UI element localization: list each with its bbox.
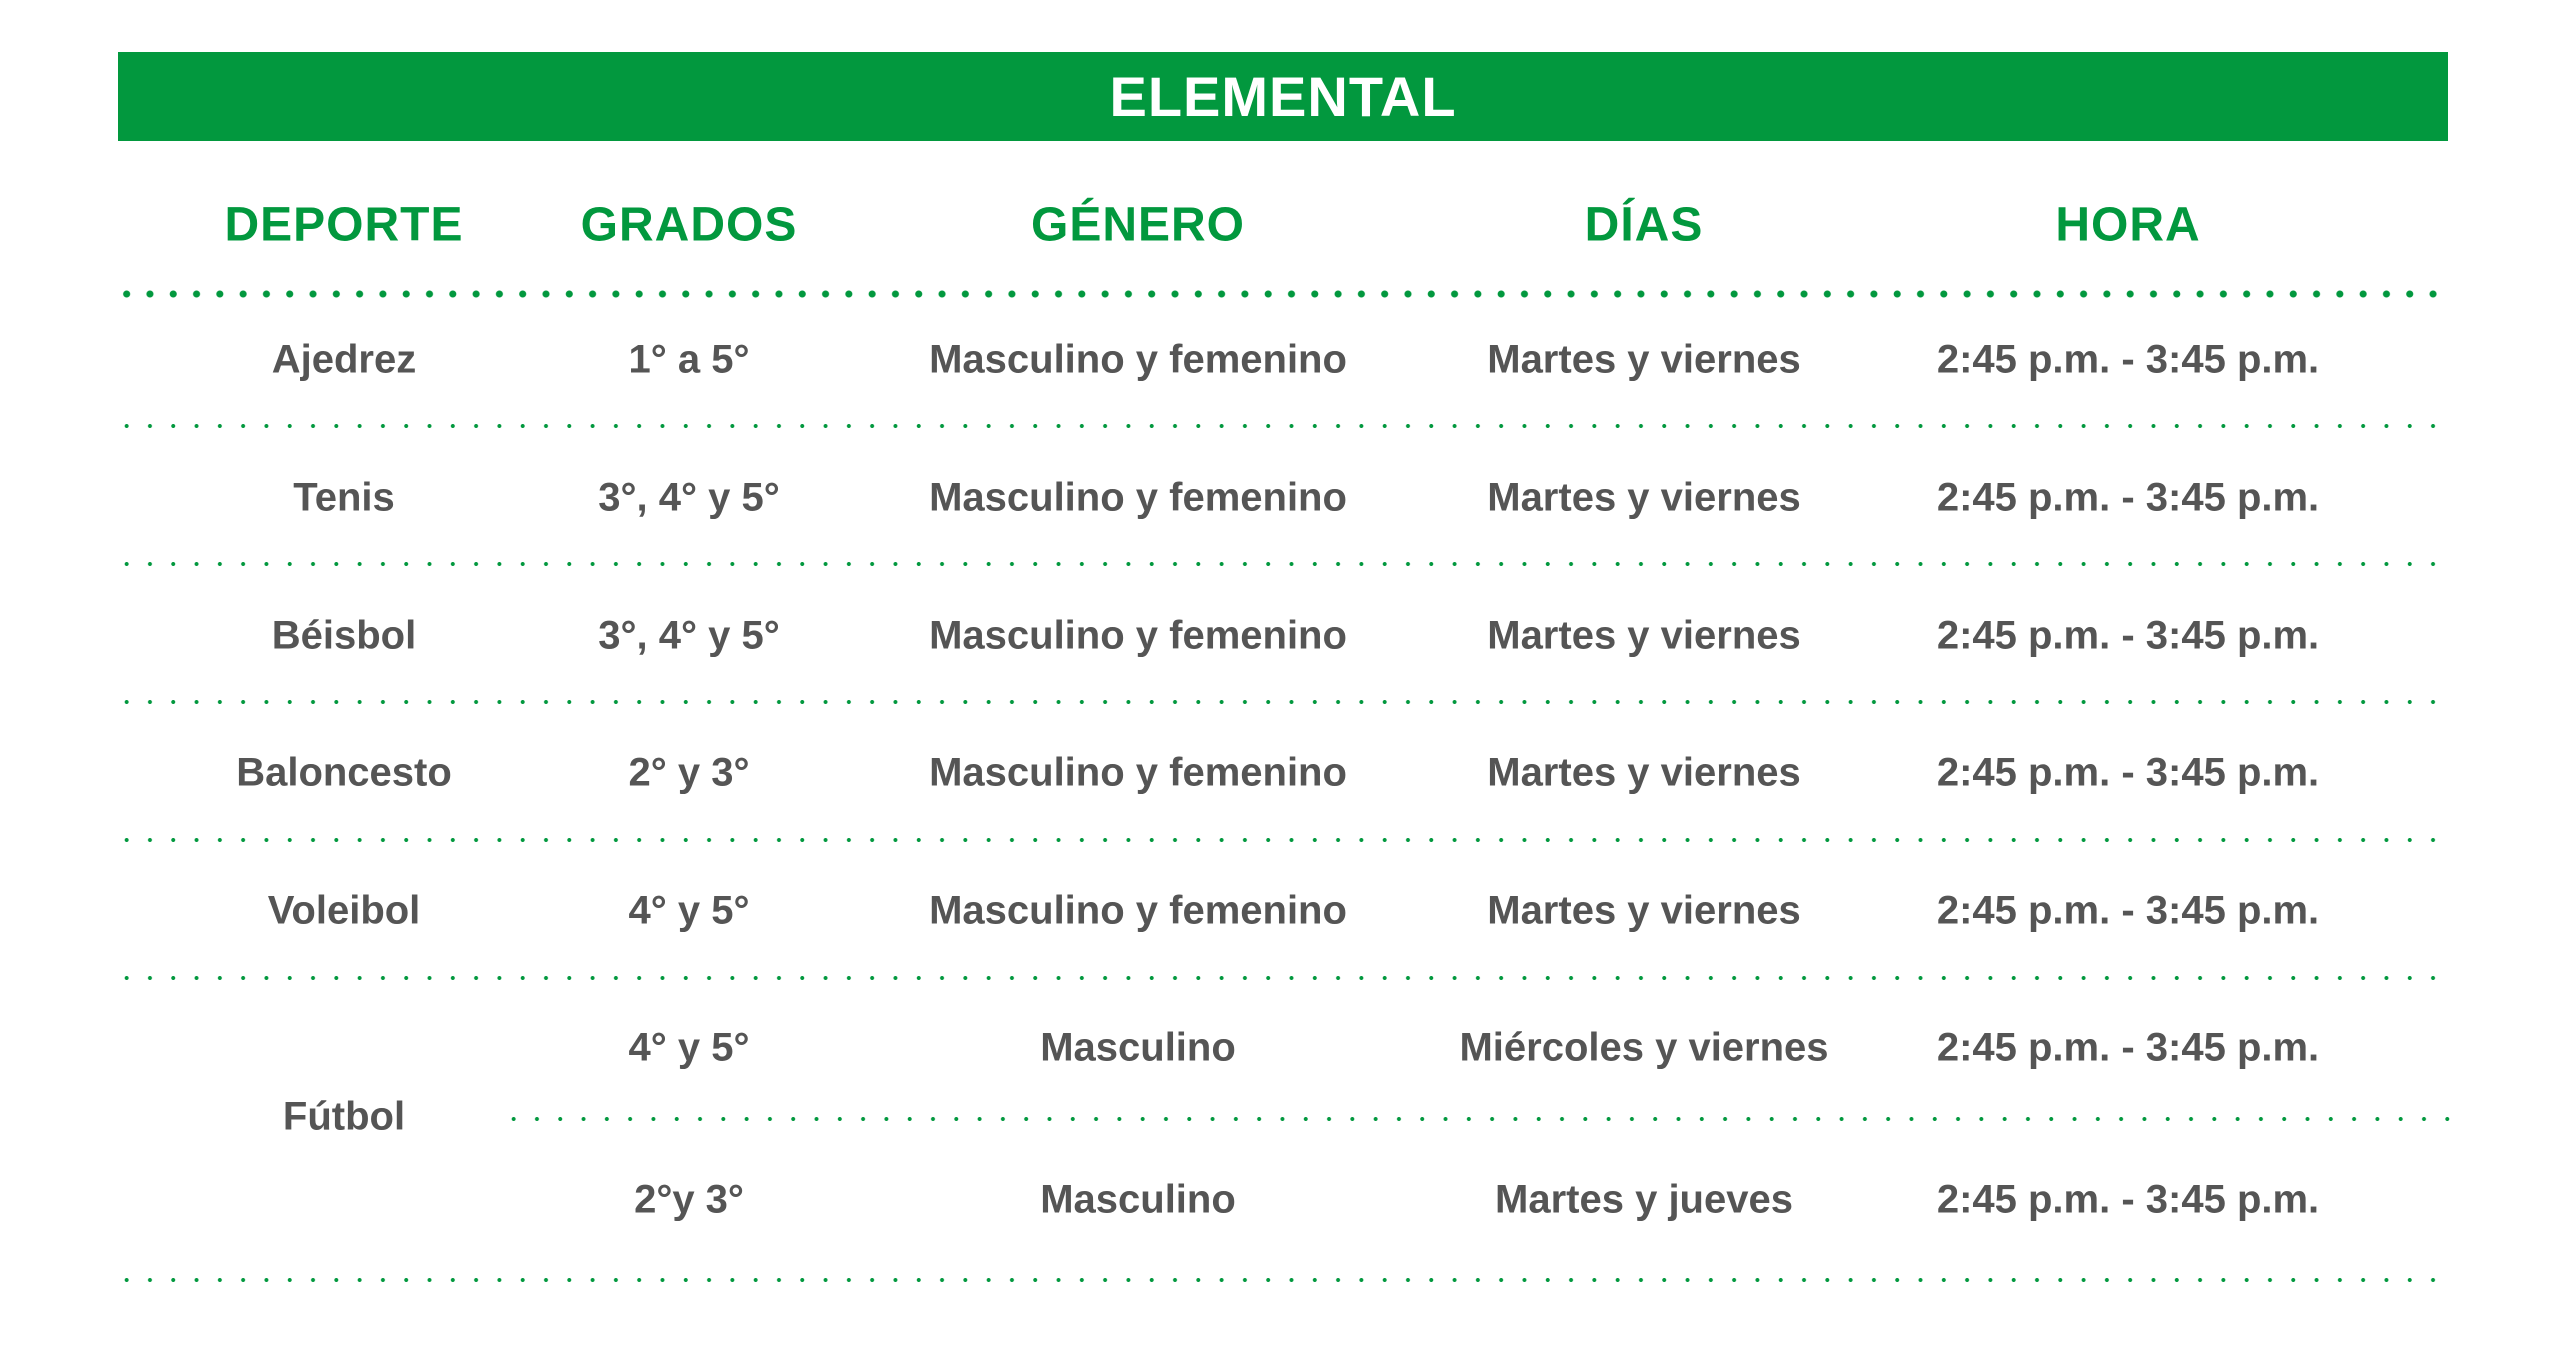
cell-hora: 2:45 p.m. - 3:45 p.m. (1936, 888, 2320, 933)
column-header-dias: DÍAS (1584, 198, 1704, 252)
cell-deporte: Béisbol (271, 613, 417, 658)
section-title-banner (118, 52, 2448, 141)
cell-dias: Martes y viernes (1487, 475, 1801, 520)
row-divider (115, 700, 2451, 704)
cell-grados: 2° y 3° (628, 750, 750, 795)
row-divider (115, 838, 2451, 842)
cell-deporte: Voleibol (267, 888, 421, 933)
cell-grados: 3°, 4° y 5° (598, 613, 780, 658)
cell-deporte: Tenis (293, 475, 395, 520)
cell-genero: Masculino y femenino (929, 750, 1347, 795)
cell-genero: Masculino (1040, 1177, 1236, 1222)
row-divider (115, 424, 2451, 428)
cell-hora: 2:45 p.m. - 3:45 p.m. (1936, 1025, 2320, 1070)
cell-grados: 1° a 5° (628, 337, 750, 382)
cell-grados: 2°y 3° (634, 1177, 744, 1222)
header-divider (115, 290, 2451, 298)
cell-hora: 2:45 p.m. - 3:45 p.m. (1936, 1177, 2320, 1222)
subrow-divider (502, 1117, 2451, 1121)
cell-deporte: Baloncesto (236, 750, 452, 795)
cell-dias: Martes y viernes (1487, 613, 1801, 658)
cell-genero: Masculino y femenino (929, 888, 1347, 933)
column-header-deporte: DEPORTE (224, 198, 464, 252)
cell-hora: 2:45 p.m. - 3:45 p.m. (1936, 337, 2320, 382)
cell-dias: Martes y jueves (1495, 1177, 1793, 1222)
cell-grados: 3°, 4° y 5° (598, 475, 780, 520)
cell-grados: 4° y 5° (628, 888, 750, 933)
cell-deporte: Fútbol (282, 1094, 406, 1139)
cell-deporte: Ajedrez (271, 337, 417, 382)
row-divider (115, 562, 2451, 566)
cell-dias: Martes y viernes (1487, 888, 1801, 933)
column-header-genero: GÉNERO (1030, 198, 1246, 252)
cell-genero: Masculino (1040, 1025, 1236, 1070)
cell-dias: Miércoles y viernes (1459, 1025, 1829, 1070)
cell-hora: 2:45 p.m. - 3:45 p.m. (1936, 475, 2320, 520)
row-divider (115, 976, 2451, 980)
section-title: ELEMENTAL (1109, 65, 1457, 128)
cell-grados: 4° y 5° (628, 1025, 750, 1070)
column-header-grados: GRADOS (580, 198, 798, 252)
cell-dias: Martes y viernes (1487, 750, 1801, 795)
cell-genero: Masculino y femenino (929, 613, 1347, 658)
table-bottom-divider (115, 1278, 2451, 1282)
cell-hora: 2:45 p.m. - 3:45 p.m. (1936, 613, 2320, 658)
cell-genero: Masculino y femenino (929, 475, 1347, 520)
cell-genero: Masculino y femenino (929, 337, 1347, 382)
cell-dias: Martes y viernes (1487, 337, 1801, 382)
column-header-hora: HORA (2055, 198, 2201, 252)
cell-hora: 2:45 p.m. - 3:45 p.m. (1936, 750, 2320, 795)
